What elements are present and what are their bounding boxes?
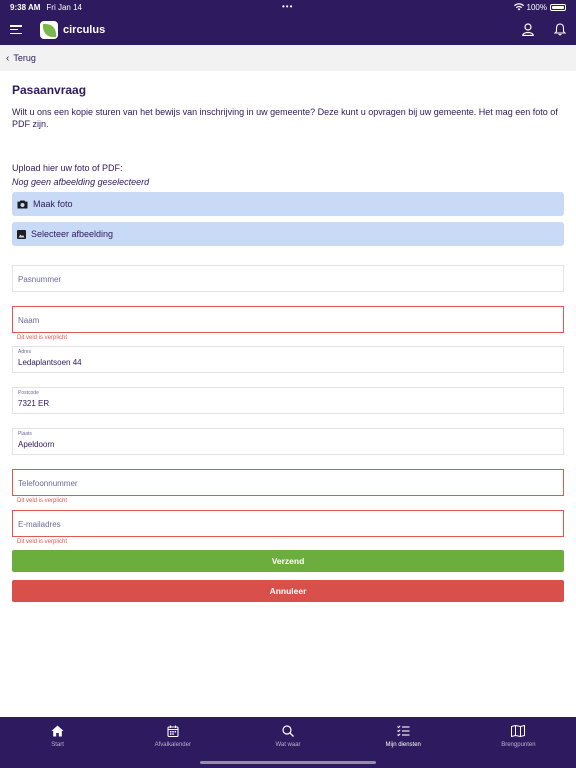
search-icon	[282, 725, 294, 737]
tab-start-label: Start	[51, 742, 64, 748]
postcode-value: 7321 ER	[18, 399, 50, 408]
take-photo-button[interactable]	[12, 192, 564, 216]
postcode-field[interactable]	[12, 387, 564, 414]
tab-wat-waar-label: Wat waar	[275, 742, 301, 748]
status-bar	[0, 0, 576, 14]
home-indicator	[200, 761, 376, 764]
user-icon[interactable]	[522, 23, 534, 36]
pasnummer-field[interactable]	[12, 265, 564, 292]
no-image-text: Nog geen afbeelding geselecteerd	[12, 177, 150, 187]
page-title: Pasaanvraag	[12, 83, 87, 97]
select-image-label: Selecteer afbeelding	[31, 229, 114, 239]
plaats-field[interactable]	[12, 428, 564, 455]
wifi-icon	[514, 3, 524, 11]
naam-field[interactable]	[12, 306, 564, 333]
status-time: 9:38 AM	[10, 2, 41, 12]
battery-percent: 100%	[526, 2, 547, 12]
brand-name: circulus	[63, 23, 106, 36]
submit-button[interactable]: Verzend	[12, 550, 564, 572]
calendar-icon	[167, 725, 179, 737]
tab-start[interactable]	[0, 717, 115, 768]
battery-icon	[550, 4, 566, 11]
adres-field[interactable]	[12, 346, 564, 373]
menu-icon[interactable]	[10, 25, 22, 34]
telefoon-error: Dit veld is verplicht	[17, 498, 68, 504]
upload-label: Upload hier uw foto of PDF:	[12, 163, 123, 173]
back-label: Terug	[13, 53, 36, 63]
tab-mijn-diensten-label: Mijn diensten	[385, 742, 421, 748]
postcode-label: Postcode	[18, 390, 39, 396]
brand-logo	[40, 21, 105, 39]
checklist-icon	[397, 725, 410, 737]
telefoon-placeholder: Telefoonnummer	[18, 479, 78, 488]
naam-placeholder: Naam	[18, 316, 40, 325]
camera-icon	[17, 200, 28, 209]
back-button[interactable]	[0, 45, 576, 71]
plaats-label: Plaats	[18, 431, 32, 437]
app-header	[0, 14, 576, 45]
telefoon-field[interactable]	[12, 469, 564, 496]
multitask-dots-icon: •••	[282, 2, 294, 11]
adres-label: Adres	[18, 349, 32, 355]
main-content	[12, 71, 564, 246]
email-field[interactable]	[12, 510, 564, 537]
email-error: Dit veld is verplicht	[17, 539, 68, 545]
tab-brengpunten-label: Brengpunten	[501, 742, 536, 748]
chevron-left-icon: ‹	[6, 52, 10, 64]
tab-afvalkalender-label: Afvalkalender	[154, 742, 191, 748]
pasnummer-placeholder: Pasnummer	[18, 275, 62, 284]
email-placeholder: E-mailadres	[18, 520, 61, 529]
select-image-button[interactable]	[12, 222, 564, 246]
naam-error: Dit veld is verplicht	[17, 335, 68, 341]
home-icon	[51, 725, 64, 737]
logo-leaf-icon	[40, 21, 58, 39]
intro-text: Wilt u ons een kopie sturen van het bewijs van inschrijving in uw gemeente? Deze kunt u opvragen bij uw gemeente. Het mag een foto of PDF zijn.	[12, 107, 558, 129]
bell-icon[interactable]	[554, 23, 566, 36]
tab-brengpunten[interactable]	[461, 717, 576, 768]
plaats-value: Apeldoorn	[18, 440, 55, 449]
image-icon	[17, 230, 26, 239]
map-icon	[511, 725, 525, 737]
cancel-button[interactable]: Annuleer	[12, 580, 564, 602]
status-date: Fri Jan 14	[46, 2, 82, 12]
take-photo-label: Maak foto	[33, 199, 73, 209]
adres-value: Ledaplantsoen 44	[18, 358, 82, 367]
